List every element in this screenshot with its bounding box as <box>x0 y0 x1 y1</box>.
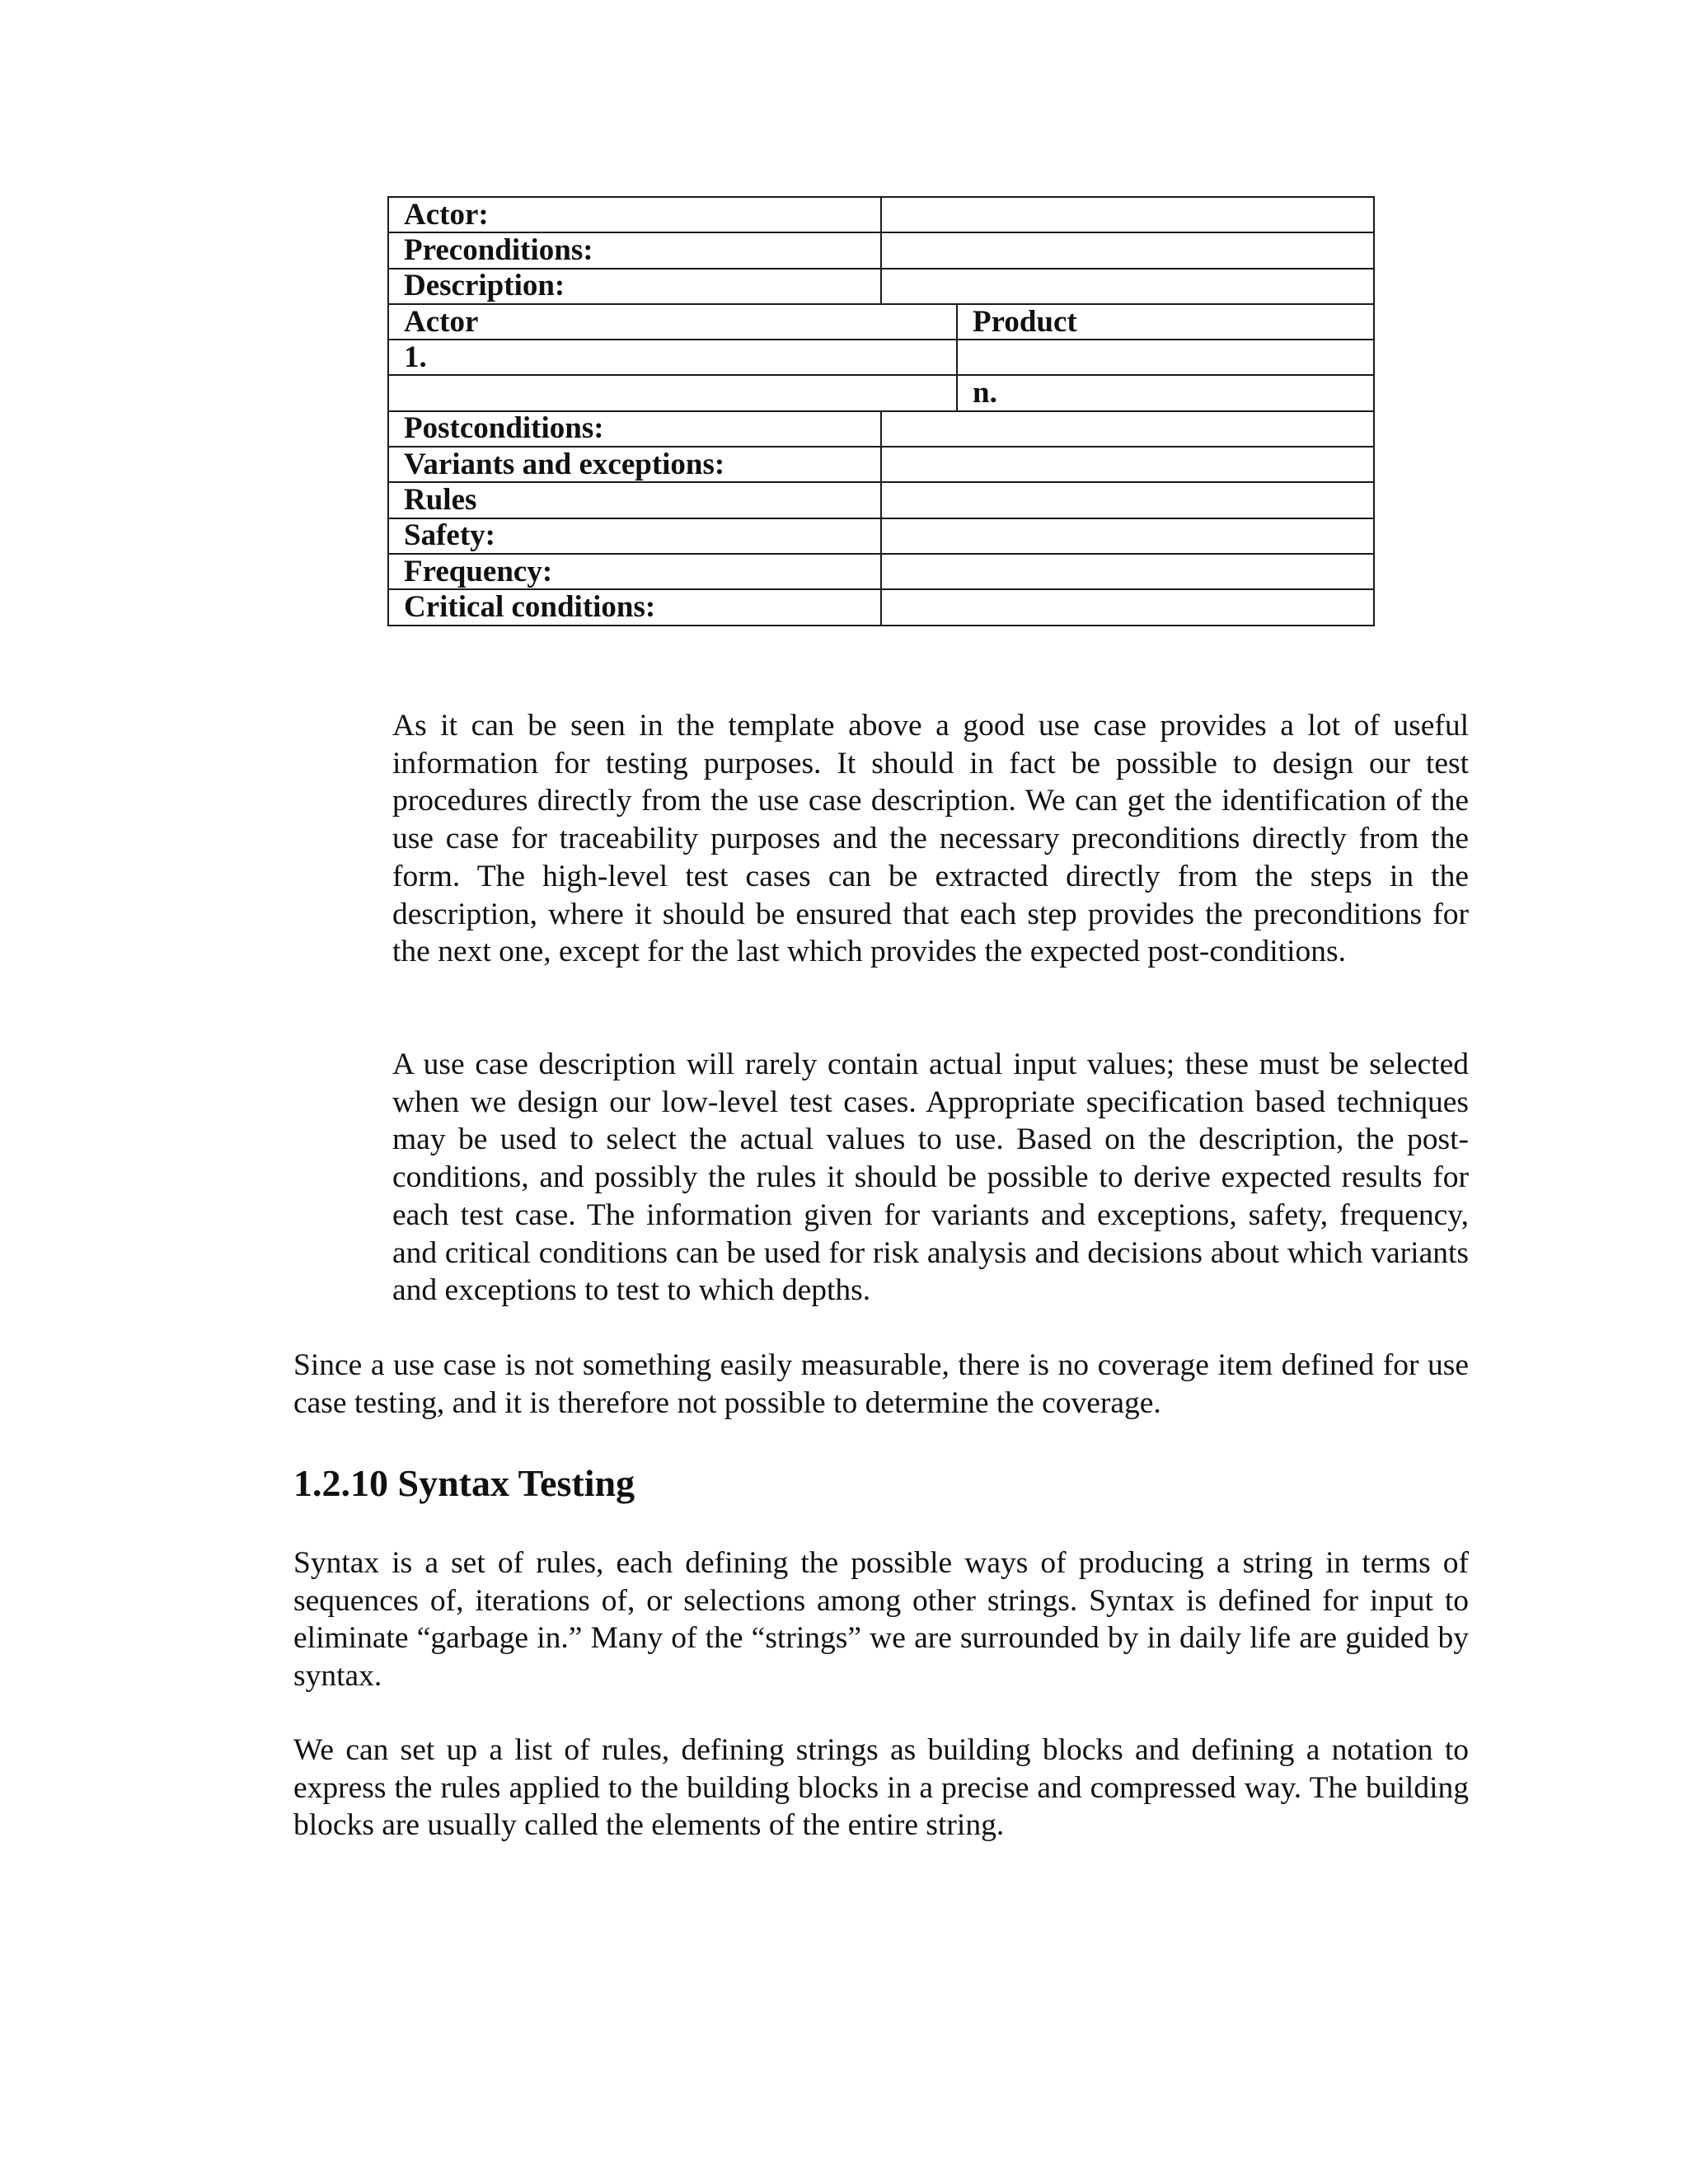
frequency-value <box>881 554 1374 589</box>
table-row-safety <box>388 518 1374 554</box>
table-row-step-header <box>388 304 1374 340</box>
step-last-actor <box>388 375 957 410</box>
paragraph-syntax-definition: Syntax is a set of rules, each defining the possible ways of producing a string in terms of sequences of, iterations of, or selections among other strings. Syntax is defined for input to eliminate “garbage in.” Many of the “strings” we are surrounded by in daily life are guided by syntax. <box>293 1546 1469 1694</box>
use-case-template-table <box>387 196 1375 626</box>
preconditions-value <box>881 232 1374 268</box>
table-row-actor <box>388 197 1374 232</box>
variants-label: Variants and exceptions: <box>388 447 881 482</box>
paragraph-input-values: A use case description will rarely contain actual input values; these must be selected when we design our low-level test cases. Appropriate specification based techniques may be used to select the actual values to use. Based on the description, the post-conditions, and possibly the rules it should be possible to derive expected results for each test case. The information given for variants and exceptions, safety, frequency, and critical conditions can be used for risk analysis and decisions about which variants and exceptions to test to which depths. <box>392 1047 1469 1308</box>
table-row-postconditions <box>388 411 1374 447</box>
description-value <box>881 269 1374 304</box>
actor-label: Actor: <box>388 197 881 232</box>
table-row-frequency <box>388 554 1374 589</box>
table-row-step-first <box>388 340 1374 375</box>
table-row-variants <box>388 447 1374 482</box>
frequency-label: Frequency: <box>388 554 881 589</box>
critical-conditions-value <box>881 589 1374 625</box>
table-row-rules <box>388 482 1374 518</box>
step-last-product: n. <box>957 375 1374 410</box>
preconditions-label: Preconditions: <box>388 232 881 268</box>
paragraph-syntax-rules: We can set up a list of rules, defining strings as building blocks and defining a notation to express the rules applied to the building blocks in a precise and compressed way. The building blocks are usually called the elements of the entire string. <box>293 1733 1469 1843</box>
actor-value <box>881 197 1374 232</box>
postconditions-label: Postconditions: <box>388 411 881 447</box>
table-row-critical-conditions <box>388 589 1374 625</box>
critical-conditions-label: Critical conditions: <box>388 589 881 625</box>
paragraph-template-usefulness: As it can be seen in the template above a good use case provides a lot of useful information for testing purposes. It should in fact be possible to design our test procedures directly from the use case description. We can get the identification of the use case for traceability purposes and the necessary preconditions directly from the form. The high-level test cases can be extracted directly from the steps in the description, where it should be ensured that each step provides the preconditions for the next one, except for the last which provides the expected post-conditions. <box>392 709 1469 969</box>
description-label: Description: <box>388 269 881 304</box>
step-first-actor: 1. <box>388 340 957 375</box>
safety-value <box>881 518 1374 554</box>
safety-label: Safety: <box>388 518 881 554</box>
table-row-preconditions <box>388 232 1374 268</box>
rules-label: Rules <box>388 482 881 518</box>
paragraph-coverage: Since a use case is not something easily measurable, there is no coverage item defined for use case testing, and it is therefore not possible to determine the coverage. <box>293 1348 1469 1420</box>
step-header-product: Product <box>957 304 1374 340</box>
postconditions-value <box>881 411 1374 447</box>
rules-value <box>881 482 1374 518</box>
table-row-step-last <box>388 375 1374 410</box>
step-header-actor: Actor <box>388 304 957 340</box>
section-heading-syntax-testing: 1.2.10 Syntax Testing <box>293 1462 635 1504</box>
step-first-product <box>957 340 1374 375</box>
table-row-description <box>388 269 1374 304</box>
variants-value <box>881 447 1374 482</box>
